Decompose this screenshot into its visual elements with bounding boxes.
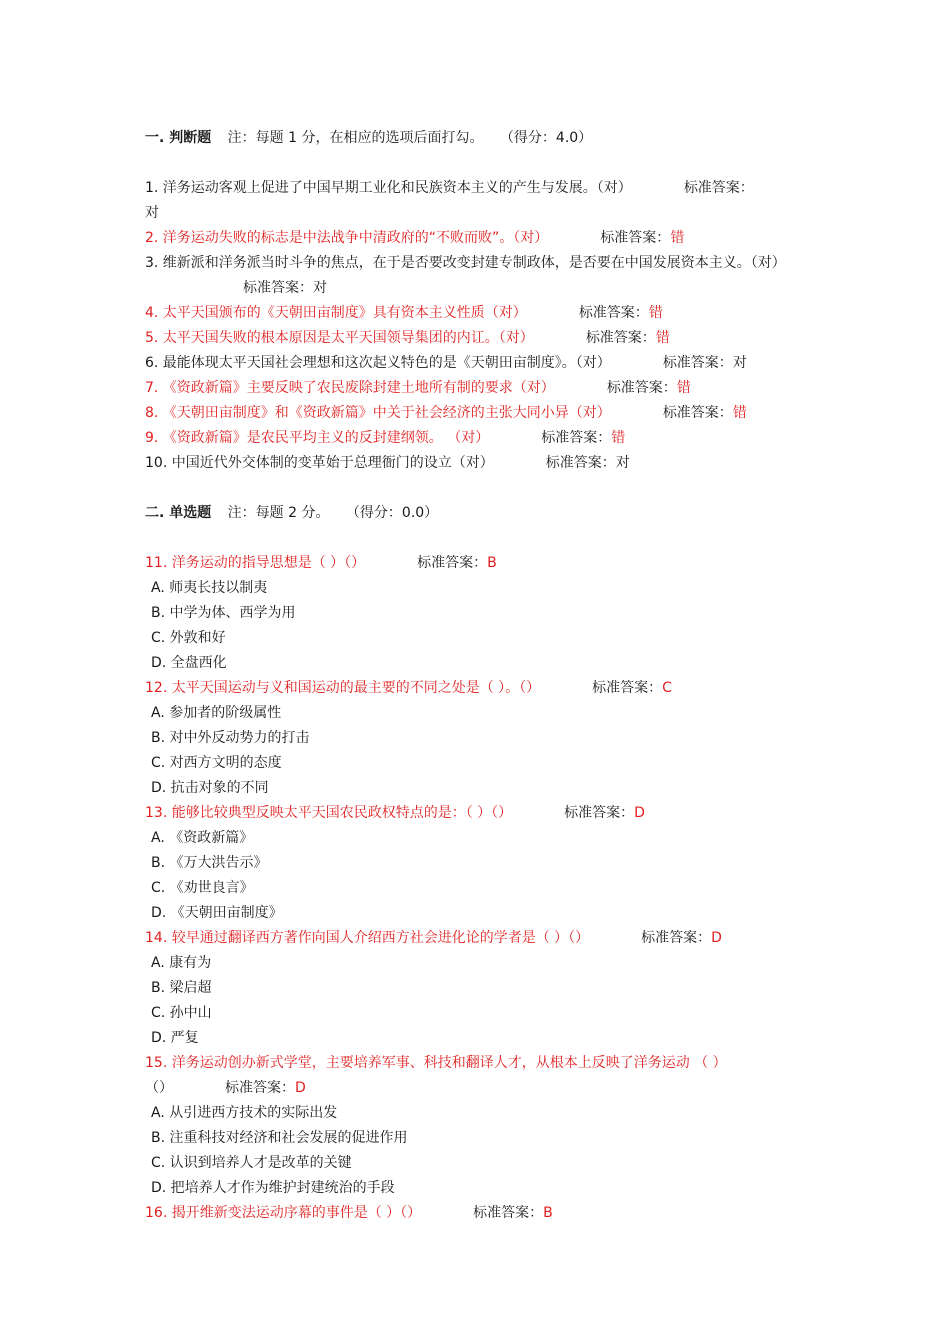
question-13 xyxy=(145,801,825,826)
question-4 xyxy=(145,301,825,326)
option: A. 参加者的阶级属性 xyxy=(151,705,282,721)
question-10 xyxy=(145,451,825,476)
question-text: 9. 《资政新篇》是农民平均主义的反封建纲领。 （对） xyxy=(145,430,490,446)
question-11 xyxy=(145,551,825,576)
section-note: 注：每题 1 分，在相应的选项后面打勾。 xyxy=(227,130,484,146)
question-3-answer-cont xyxy=(145,276,825,301)
option: D. 严复 xyxy=(151,1030,199,1046)
answer-value: 错 xyxy=(611,430,626,446)
answer-value: C xyxy=(662,680,672,696)
option: C. 孙中山 xyxy=(151,1005,212,1021)
question-text: 8. 《天朝田亩制度》和《资政新篇》中关于社会经济的主张大同小异（对） xyxy=(145,405,611,421)
question-text: 12. 太平天国运动与义和国运动的最主要的不同之处是（ ）。（） xyxy=(145,680,541,696)
answer-label: 标准答案： xyxy=(541,430,612,446)
question-3 xyxy=(145,251,825,276)
answer-value: 错 xyxy=(732,405,747,421)
answer-label: 标准答案： xyxy=(417,555,488,571)
answer-label: 标准答案： xyxy=(662,405,733,421)
option: C. 认识到培养人才是改革的关键 xyxy=(151,1155,352,1171)
section-header-judge xyxy=(145,126,825,151)
option: C. 对西方文明的态度 xyxy=(151,755,282,771)
question-16 xyxy=(145,1201,825,1226)
answer-label: 标准答案： xyxy=(225,1080,295,1096)
question-14 xyxy=(145,926,825,951)
option: C. 《劝世良言》 xyxy=(151,880,254,896)
answer-label: 标准答案： xyxy=(564,805,635,821)
option: A. 师夷长技以制夷 xyxy=(151,580,268,596)
option: A. 康有为 xyxy=(151,955,212,971)
answer-value: D xyxy=(634,805,645,821)
question-6 xyxy=(145,351,825,376)
answer-value: 错 xyxy=(676,380,691,396)
question-text: 15. 洋务运动创办新式学堂，主要培养军事、科技和翻译人才，从根本上反映了洋务运动 （ ） xyxy=(145,1055,727,1071)
question-1-answer-cont xyxy=(145,201,825,226)
answer-label: 标准答案： xyxy=(662,355,733,371)
answer-label: 标准答案： xyxy=(545,455,616,471)
question-text: 4. 太平天国颁布的《天朝田亩制度》具有资本主义性质（对） xyxy=(145,305,527,321)
answer-label: 标准答案： xyxy=(600,230,671,246)
section-header-single xyxy=(145,501,825,526)
section-title: 二. 单选题 xyxy=(145,505,212,521)
answer-value: 对 xyxy=(615,455,630,471)
answer-label: 标准答案： xyxy=(243,280,313,296)
section-score: （得分：0.0） xyxy=(345,505,439,521)
question-text: 10. 中国近代外交体制的变革始于总理衙门的设立（对） xyxy=(145,455,494,471)
question-text: 7. 《资政新篇》主要反映了农民废除封建土地所有制的要求（对） xyxy=(145,380,555,396)
answer-value: 对 xyxy=(313,280,327,296)
option: A. 《资政新篇》 xyxy=(151,830,254,846)
question-12 xyxy=(145,676,825,701)
question-text-cont: （） xyxy=(145,1080,173,1096)
option: D. 《天朝田亩制度》 xyxy=(151,905,283,921)
answer-label: 标准答案： xyxy=(641,930,712,946)
question-text: 5. 太平天国失败的根本原因是太平天国领导集团的内讧。（对） xyxy=(145,330,534,346)
option: C. 外敦和好 xyxy=(151,630,226,646)
option: B. 注重科技对经济和社会发展的促进作用 xyxy=(151,1130,408,1146)
option: A. 从引进西方技术的实际出发 xyxy=(151,1105,338,1121)
question-text: 13. 能够比较典型反映太平天国农民政权特点的是：（ ）（） xyxy=(145,805,513,821)
question-15-cont xyxy=(145,1076,825,1101)
section-score: （得分：4.0） xyxy=(499,130,593,146)
option: B. 对中外反动势力的打击 xyxy=(151,730,310,746)
answer-value: 对 xyxy=(732,355,747,371)
option: D. 全盘西化 xyxy=(151,655,227,671)
section-note: 注：每题 2 分。 xyxy=(227,505,330,521)
option: D. 抗击对象的不同 xyxy=(151,780,269,796)
answer-value: 对 xyxy=(145,205,159,221)
exam-content xyxy=(145,126,825,1226)
answer-label: 标准答案： xyxy=(585,330,656,346)
question-7 xyxy=(145,376,825,401)
question-text: 2. 洋务运动失败的标志是中法战争中清政府的“不败而败”。（对） xyxy=(145,230,549,246)
question-text: 14. 较早通过翻译西方著作向国人介绍西方社会进化论的学者是（ ）（） xyxy=(145,930,590,946)
answer-value: B xyxy=(487,555,497,571)
section-title: 一. 判断题 xyxy=(145,130,212,146)
question-text: 11. 洋务运动的指导思想是（ ）（） xyxy=(145,555,366,571)
option: B. 《万大洪告示》 xyxy=(151,855,268,871)
question-5 xyxy=(145,326,825,351)
answer-value: 错 xyxy=(648,305,663,321)
question-9 xyxy=(145,426,825,451)
question-text: 3. 维新派和洋务派当时斗争的焦点，在于是否要改变封建专制政体，是否要在中国发展资本主义。（对） xyxy=(145,255,786,271)
question-8 xyxy=(145,401,825,426)
answer-label: 标准答案： xyxy=(592,680,663,696)
option: D. 把培养人才作为维护封建统治的手段 xyxy=(151,1180,395,1196)
answer-label: 标准答案： xyxy=(473,1205,544,1221)
option: B. 中学为体、西学为用 xyxy=(151,605,296,621)
answer-label: 标准答案： xyxy=(683,180,754,196)
answer-label: 标准答案： xyxy=(578,305,649,321)
answer-value: D xyxy=(295,1080,306,1096)
answer-value: 错 xyxy=(655,330,670,346)
question-text: 16. 揭开维新变法运动序幕的事件是（ ）（） xyxy=(145,1205,422,1221)
question-15 xyxy=(145,1051,825,1076)
question-1 xyxy=(145,176,825,201)
question-text: 1. 洋务运动客观上促进了中国早期工业化和民族资本主义的产生与发展。（对） xyxy=(145,180,632,196)
answer-value: B xyxy=(543,1205,553,1221)
answer-value: 错 xyxy=(670,230,685,246)
option: B. 梁启超 xyxy=(151,980,212,996)
answer-label: 标准答案： xyxy=(606,380,677,396)
question-text: 6. 最能体现太平天国社会理想和这次起义特色的是《天朝田亩制度》。（对） xyxy=(145,355,611,371)
answer-value: D xyxy=(711,930,722,946)
question-2 xyxy=(145,226,825,251)
